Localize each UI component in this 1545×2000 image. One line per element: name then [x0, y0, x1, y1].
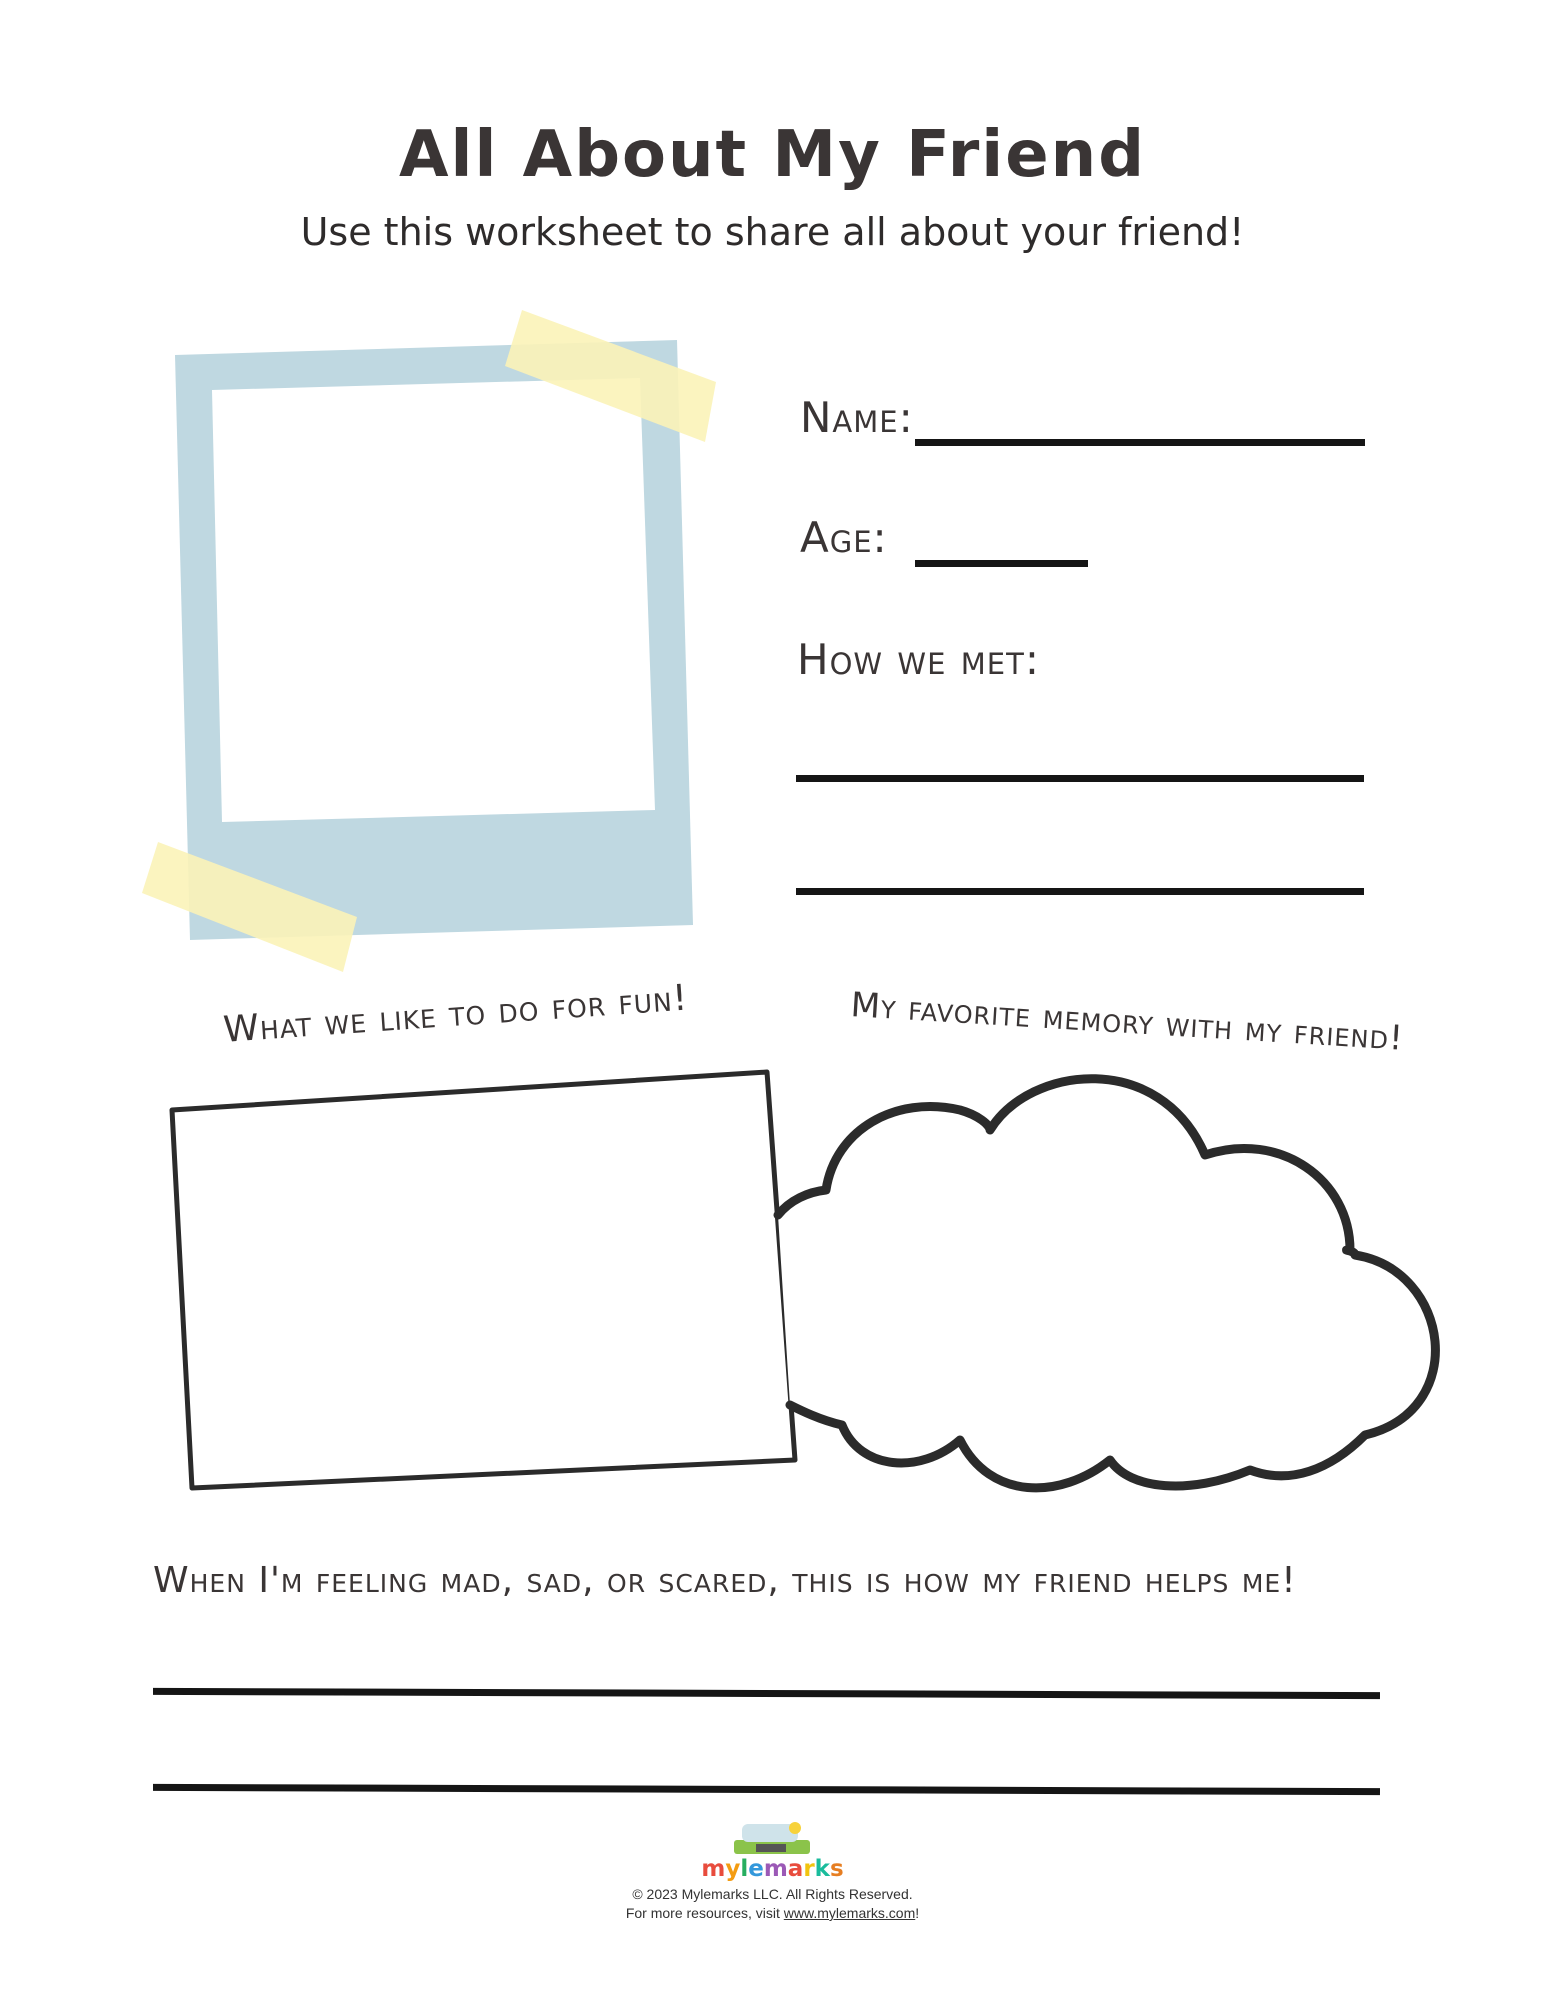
fun-prompt: What we like to do for fun! [222, 977, 690, 1051]
age-label: Age: [800, 513, 888, 562]
footer-resources [0, 1905, 1545, 1921]
how-we-met-line-1[interactable] [796, 775, 1364, 782]
footer-logo [0, 1856, 1545, 1882]
footer-copyright: © 2023 Mylemarks LLC. All Rights Reserved. [632, 1886, 913, 1902]
resources-suffix: ! [915, 1905, 920, 1921]
helps-prompt: When I'm feeling mad, sad, or scared, this is how my friend helps me! [153, 1560, 1297, 1601]
age-line[interactable] [915, 560, 1088, 567]
name-line[interactable] [915, 439, 1365, 446]
memory-cloud [778, 1079, 1435, 1488]
photo-area [212, 378, 655, 822]
logo-text: mylemarks [701, 1856, 844, 1882]
name-label: Name: [800, 393, 914, 442]
page-title: All About My Friend [398, 118, 1147, 192]
page-subtitle: Use this worksheet to share all about your friend! [300, 210, 1245, 254]
mylemarks-logo-icon [732, 1818, 812, 1856]
how-we-met-label: How we met: [797, 635, 1040, 684]
resources-prefix: For more resources, visit [625, 1905, 784, 1921]
fun-box [172, 1072, 795, 1488]
resources-link[interactable]: www.mylemarks.com [783, 1905, 916, 1921]
how-we-met-line-2[interactable] [796, 888, 1364, 895]
memory-prompt: My favorite memory with my friend! [849, 985, 1405, 1059]
